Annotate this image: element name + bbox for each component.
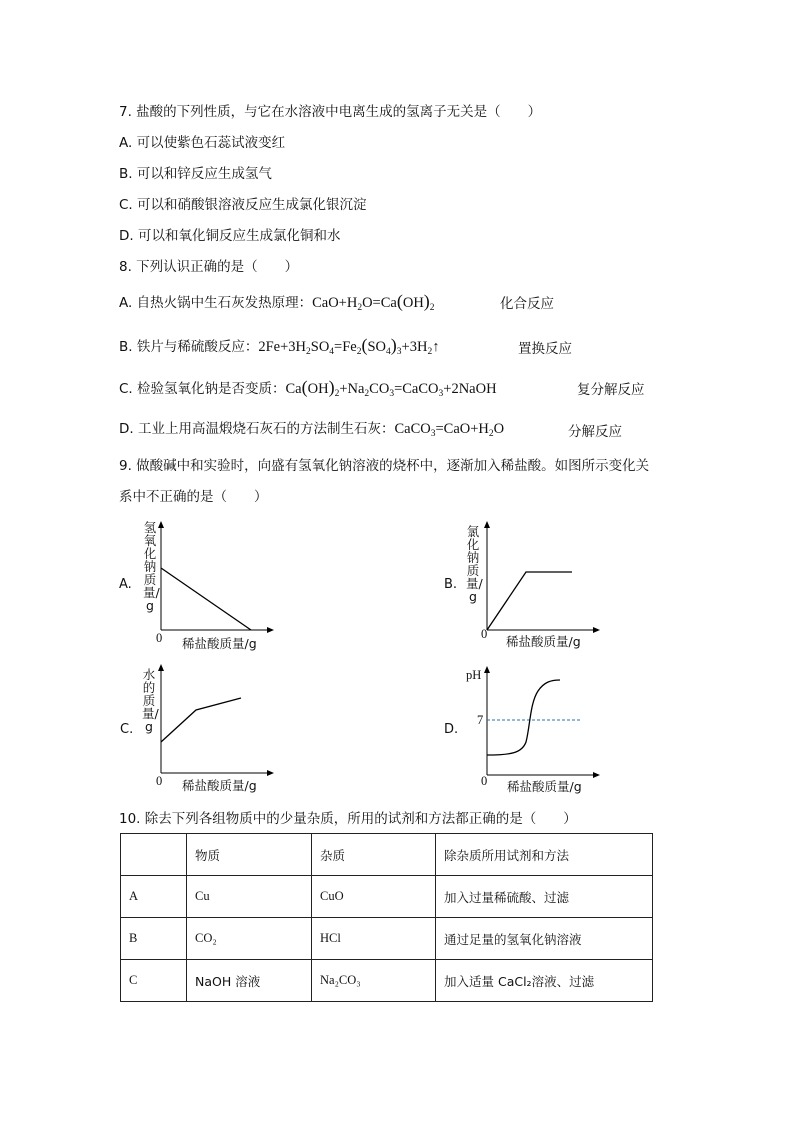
equation-b: $2Fe+3H_2SO_4=Fe_2(SO_4)_3+3H_2↑$ [258, 335, 440, 357]
graph-a-xlabel: 稀盐酸质量/g [182, 636, 257, 651]
q9-stem-line1: 9. 做酸碱中和实验时，向盛有氢氧化钠溶液的烧杯中，逐渐加入稀盐酸。如图所示变化关 [119, 458, 650, 474]
q8-option-b [119, 335, 439, 357]
table-cell: CuO [312, 876, 436, 918]
table-cell: Cu [187, 876, 312, 918]
graph-d-ylabel: pH [466, 668, 482, 682]
q8-option-a-label: A. 自热火锅中生石灰发热原理： [119, 295, 313, 311]
q8-type-c: 复分解反应 [577, 382, 645, 398]
q7-option-a: A. 可以使紫色石蕊试液变红 [119, 135, 286, 151]
graph-a-y-arrow [158, 521, 164, 528]
graph-b-ylabel: 氯化钠质量/g [466, 524, 483, 604]
graph-c-xlabel: 稀盐酸质量/g [182, 778, 257, 793]
graph-d-origin: 0 [481, 774, 488, 788]
graph-a-ylabel: 氢氧化钠质量/g [143, 520, 160, 613]
graph-a [150, 520, 280, 635]
graph-d-curve [487, 680, 560, 755]
q8-option-d-label: D. 工业上用高温煅烧石灰石的方法制生石灰： [119, 421, 395, 437]
table-header-cell: 物质 [187, 834, 312, 876]
graph-c-y-arrow [158, 664, 164, 671]
graph-a-x-arrow [267, 627, 274, 633]
q8-type-d: 分解反应 [568, 424, 622, 440]
equation-a: $CaO+H_2O=Ca(OH)_2$ [312, 291, 435, 313]
equation-c: $Ca(OH)_2+Na_2CO_3=CaCO_3+2NaOH$ [285, 377, 497, 399]
q10-stem: 10. 除去下列各组物质中的少量杂质，所用的试剂和方法都正确的是（ ） [119, 811, 577, 827]
graph-c [150, 663, 280, 778]
table-cell: B [121, 918, 187, 960]
table-cell: 通过足量的氢氧化钠溶液 [436, 918, 653, 960]
q8-option-b-label: B. 铁片与稀硫酸反应： [119, 339, 259, 355]
graph-b-x-arrow [593, 627, 600, 633]
graph-a-label: A. [119, 577, 132, 592]
table-row [121, 918, 653, 960]
table-cell: Na₂CO₃ [312, 960, 436, 1002]
table-cell: 加入过量稀硫酸、过滤 [436, 876, 653, 918]
graph-c-x-arrow [267, 770, 274, 776]
table-cell: C [121, 960, 187, 1002]
q8-option-d [119, 419, 504, 439]
graph-c-origin: 0 [156, 774, 163, 788]
table-header-cell: 杂质 [312, 834, 436, 876]
graph-a-curve [161, 568, 251, 630]
graph-b-xlabel: 稀盐酸质量/g [506, 634, 581, 649]
graph-c-label: C. [120, 722, 134, 737]
graph-b-label: B. [444, 577, 458, 592]
graph-c-curve [161, 698, 241, 742]
table-cell: CO₂ [187, 918, 312, 960]
q10-table [120, 833, 653, 1002]
table-row [121, 960, 653, 1002]
table-header-cell: 除杂质所用试剂和方法 [436, 834, 653, 876]
table-header-cell [121, 834, 187, 876]
graph-c-ylabel: 水的质量/g [142, 667, 159, 734]
graph-b-origin: 0 [481, 627, 488, 641]
q7-option-c: C. 可以和硝酸银溶液反应生成氯化银沉淀 [119, 197, 367, 213]
q8-type-b: 置换反应 [518, 341, 572, 357]
q7-stem: 7. 盐酸的下列性质，与它在水溶液中电离生成的氢离子无关是（ ） [119, 104, 542, 120]
graph-d-label: D. [444, 722, 459, 737]
table-row [121, 876, 653, 918]
q8-option-c [119, 377, 497, 399]
q9-stem-line2: 系中不正确的是（ ） [119, 489, 268, 505]
graph-a-origin: 0 [156, 631, 163, 645]
graph-b-y-arrow [484, 521, 490, 528]
q8-stem: 8. 下列认识正确的是（ ） [119, 259, 299, 275]
table-cell: A [121, 876, 187, 918]
q7-option-d: D. 可以和氧化铜反应生成氯化铜和水 [119, 228, 341, 244]
graph-d-y-arrow [484, 666, 490, 673]
table-header-row [121, 834, 653, 876]
graph-d [476, 665, 606, 780]
table-cell: NaOH 溶液 [187, 960, 312, 1002]
graph-d-xlabel: 稀盐酸质量/g [507, 779, 582, 794]
q8-option-a [119, 291, 435, 313]
graph-b [476, 520, 606, 635]
graph-b-curve [487, 572, 572, 630]
equation-d: $CaCO_3=CaO+H_2O$ [394, 421, 505, 439]
table-cell: HCl [312, 918, 436, 960]
q7-option-b: B. 可以和锌反应生成氢气 [119, 166, 272, 182]
q8-type-a: 化合反应 [500, 296, 554, 312]
graph-d-tick-7: 7 [477, 713, 484, 727]
graph-d-x-arrow [593, 772, 600, 778]
q8-option-c-label: C. 检验氢氧化钠是否变质： [119, 381, 286, 397]
table-cell: 加入适量 CaCl₂溶液、过滤 [436, 960, 653, 1002]
